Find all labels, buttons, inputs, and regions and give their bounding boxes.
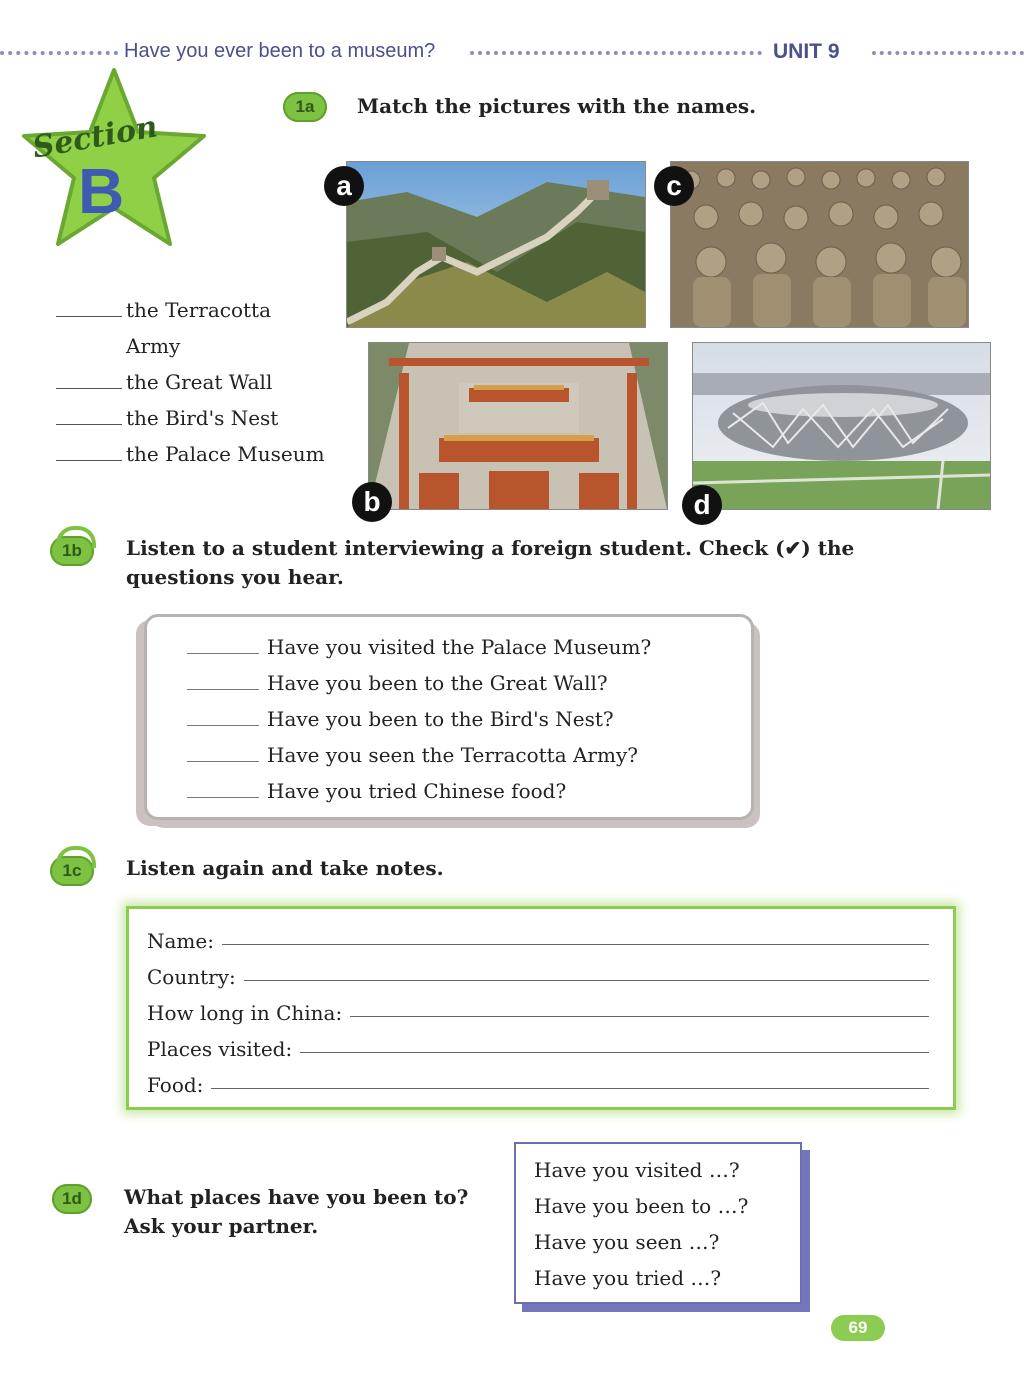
note-field-how-long: How long in China: [147,989,929,1025]
question-item: Have you been to the Great Wall? [187,665,651,701]
note-input-line[interactable] [211,1088,929,1089]
question-box [144,614,754,820]
note-field-food: Food: [147,1061,929,1097]
note-field-name: Name: [147,917,929,953]
note-field-country: Country: [147,953,929,989]
exercise-1b-instruction: Listen to a student interviewing a foreign student. Check (✔) the questions you hear. [126,536,855,589]
section-letter: B [78,155,125,227]
headphones-icon [56,526,96,548]
exercise-1c-badge: 1c [50,856,94,886]
exercise-1a-badge: 1a [283,92,327,122]
header-title: Have you ever been to a museum? [124,40,436,62]
photo-label-a: a [324,166,364,206]
phrase-item: Have you seen …? [534,1230,720,1254]
check-blank[interactable] [187,689,259,690]
note-input-line[interactable] [222,944,929,945]
exercise-1b-badge: 1b [50,536,94,566]
exercise-1d-instruction: What places have you been to? Ask your partner. [124,1185,469,1238]
unit-label: UNIT 9 [773,40,840,63]
note-input-line[interactable] [300,1052,929,1053]
note-field-places: Places visited: [147,1025,929,1061]
birds-nest-photo [692,342,991,510]
phrase-item: Have you visited …? [534,1158,740,1182]
palace-museum-photo [368,342,668,510]
exercise-1c-instruction: Listen again and take notes. [126,856,444,880]
exercise-1d-badge: 1d [52,1184,92,1214]
exercise-1c-marker [50,856,94,886]
phrase-item: Have you tried …? [534,1266,722,1290]
name-item: the Great Wall [56,364,325,400]
note-input-line[interactable] [350,1016,929,1017]
header-dots-left [0,51,118,55]
header-dots-right [872,51,1024,55]
great-wall-photo [346,161,646,328]
photo-label-d: d [682,485,722,525]
note-input-line[interactable] [244,980,929,981]
check-blank[interactable] [187,797,259,798]
name-item: the Terracotta [56,292,325,328]
phrase-box [514,1142,802,1304]
page-number: 69 [831,1315,885,1341]
photo-label-c: c [654,166,694,206]
check-blank[interactable] [187,725,259,726]
question-list [187,629,651,809]
check-blank[interactable] [187,653,259,654]
header-dots-middle [470,51,762,55]
photo-label-b: b [352,482,392,522]
question-item: Have you been to the Bird's Nest? [187,701,651,737]
phrase-list [534,1152,748,1296]
section-word: Section [29,109,161,166]
terracotta-army-photo [670,161,969,328]
section-star-badge [14,62,214,262]
question-item: Have you tried Chinese food? [187,773,651,809]
name-item: the Palace Museum [56,436,325,472]
question-item: Have you seen the Terracotta Army? [187,737,651,773]
answer-blank[interactable] [56,316,122,317]
question-item: Have you visited the Palace Museum? [187,629,651,665]
name-list [56,292,325,472]
answer-blank[interactable] [56,460,122,461]
headphones-icon [56,846,96,868]
exercise-1b-marker [50,536,94,566]
exercise-1a-instruction: Match the pictures with the names. [357,94,757,118]
notes-box [126,906,956,1110]
phrase-item: Have you been to …? [534,1194,749,1218]
answer-blank[interactable] [56,388,122,389]
check-blank[interactable] [187,761,259,762]
answer-blank[interactable] [56,424,122,425]
notes-fields [147,917,929,1097]
name-item: the Bird's Nest [56,400,325,436]
name-item-continuation: Army [126,334,181,358]
